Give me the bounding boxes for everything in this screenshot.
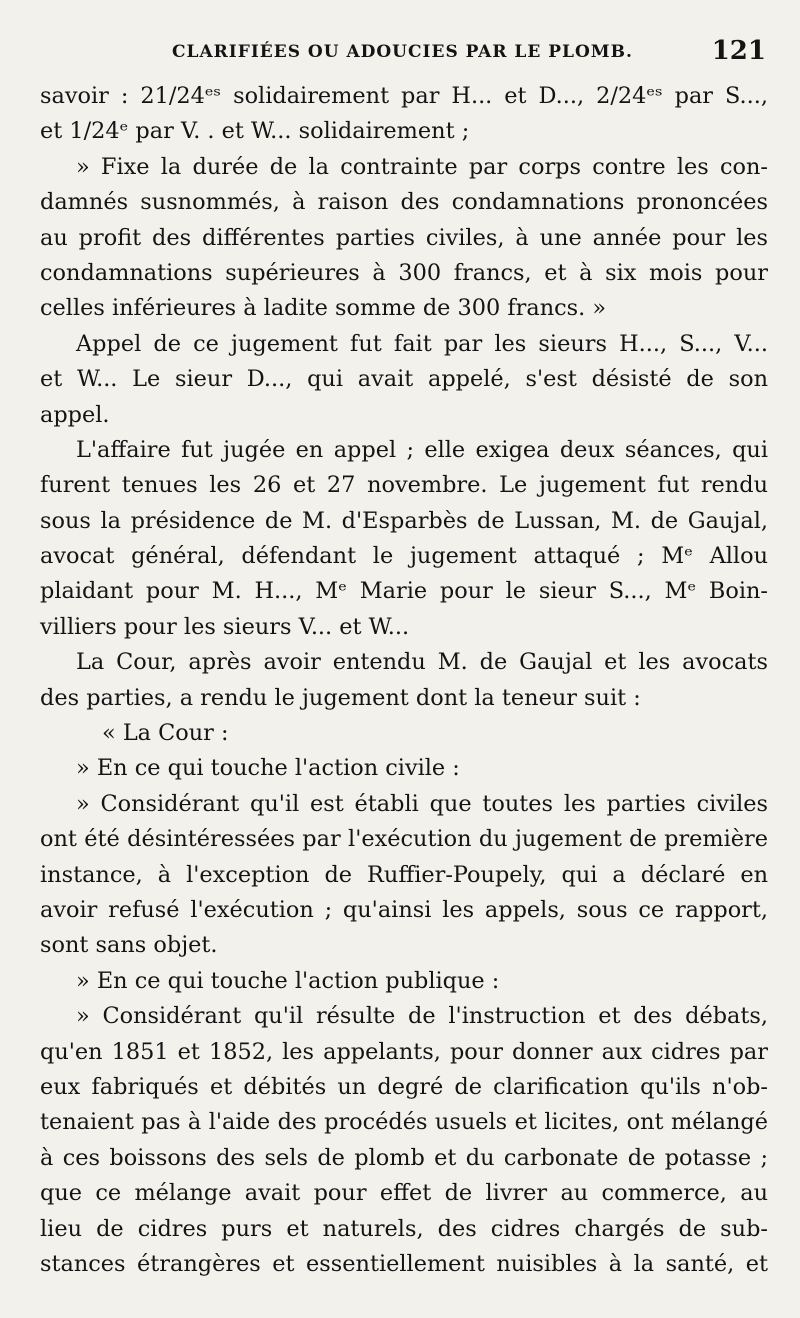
text-line: avocat général, défendant le jugement attaqué ; Mᵉ Allou: [40, 543, 768, 570]
text-line: furent tenues les 26 et 27 novembre. Le jugement fut rendu: [40, 472, 768, 499]
text-line: à ces boissons des sels de plomb et du carbonate de potasse ;: [40, 1144, 768, 1171]
text-line: sont sans objet.: [40, 932, 218, 959]
text-line: ont été désintéressées par l'exécution du jugement de première: [40, 826, 768, 853]
text-line: plaidant pour M. H..., Mᵉ Marie pour le sieur S..., Mᵉ Boin-: [40, 578, 768, 605]
text-line: damnés susnommés, à raison des condamnations prononcées: [40, 189, 768, 216]
text-line: avoir refusé l'exécution ; qu'ainsi les appels, sous ce rapport,: [40, 896, 768, 923]
text-line: tenaient pas à l'aide des procédés usuels et licites, ont mélangé: [40, 1109, 768, 1136]
text-line: lieu de cidres purs et naturels, des cidres chargés de sub-: [40, 1215, 768, 1242]
text-line: instance, à l'exception de Ruffier-Poupely, qui a déclaré en: [40, 861, 768, 888]
text-line: » En ce qui touche l'action publique :: [76, 967, 500, 994]
text-line: L'affaire fut jugée en appel ; elle exigea deux séances, qui: [76, 436, 768, 463]
text-line: savoir : 21/24ᵉˢ solidairement par H... et D..., 2/24ᵉˢ par S...,: [40, 83, 768, 109]
text-line: » En ce qui touche l'action civile :: [76, 755, 460, 782]
text-line: des parties, a rendu le jugement dont la teneur suit :: [40, 684, 641, 711]
text-line: » Fixe la durée de la contrainte par corps contre les con-: [76, 153, 768, 180]
running-title: CLARIFIÉES OU ADOUCIES PAR LE PLOMB.: [172, 42, 633, 62]
text-line: eux fabriqués et débités un degré de clarification qu'ils n'ob-: [40, 1073, 768, 1100]
text-line: et W... Le sieur D..., qui avait appelé, s'est désisté de son: [40, 366, 768, 393]
text-line: que ce mélange avait pour effet de livrer au commerce, au: [40, 1180, 768, 1207]
text-line: condamnations supérieures à 300 francs, et à six mois pour: [40, 259, 768, 286]
text-line: au profit des différentes parties civiles, à une année pour les: [40, 224, 768, 251]
text-line: » Considérant qu'il est établi que toutes les parties civiles: [76, 790, 768, 817]
text-line: villiers pour les sieurs V... et W...: [40, 613, 410, 640]
text-line: celles inférieures à ladite somme de 300 francs. »: [40, 295, 607, 322]
page-header: [0, 36, 800, 70]
text-line: qu'en 1851 et 1852, les appelants, pour donner aux cidres par: [40, 1038, 768, 1065]
text-line: sous la présidence de M. d'Esparbès de Lussan, M. de Gaujal,: [40, 507, 768, 534]
text-line: Appel de ce jugement fut fait par les sieurs H..., S..., V...: [76, 330, 768, 357]
text-line: » Considérant qu'il résulte de l'instruction et des débats,: [76, 1003, 768, 1030]
text-line: stances étrangères et essentiellement nuisibles à la santé, et: [40, 1250, 768, 1277]
page-number: 121: [711, 36, 766, 66]
body-text: [40, 79, 768, 1282]
text-line: La Cour, après avoir entendu M. de Gaujal et les avocats: [76, 649, 768, 676]
text-line: et 1/24ᵉ par V. . et W... solidairement ;: [40, 118, 470, 145]
text-line: « La Cour :: [102, 720, 229, 747]
text-line: appel.: [40, 401, 110, 428]
